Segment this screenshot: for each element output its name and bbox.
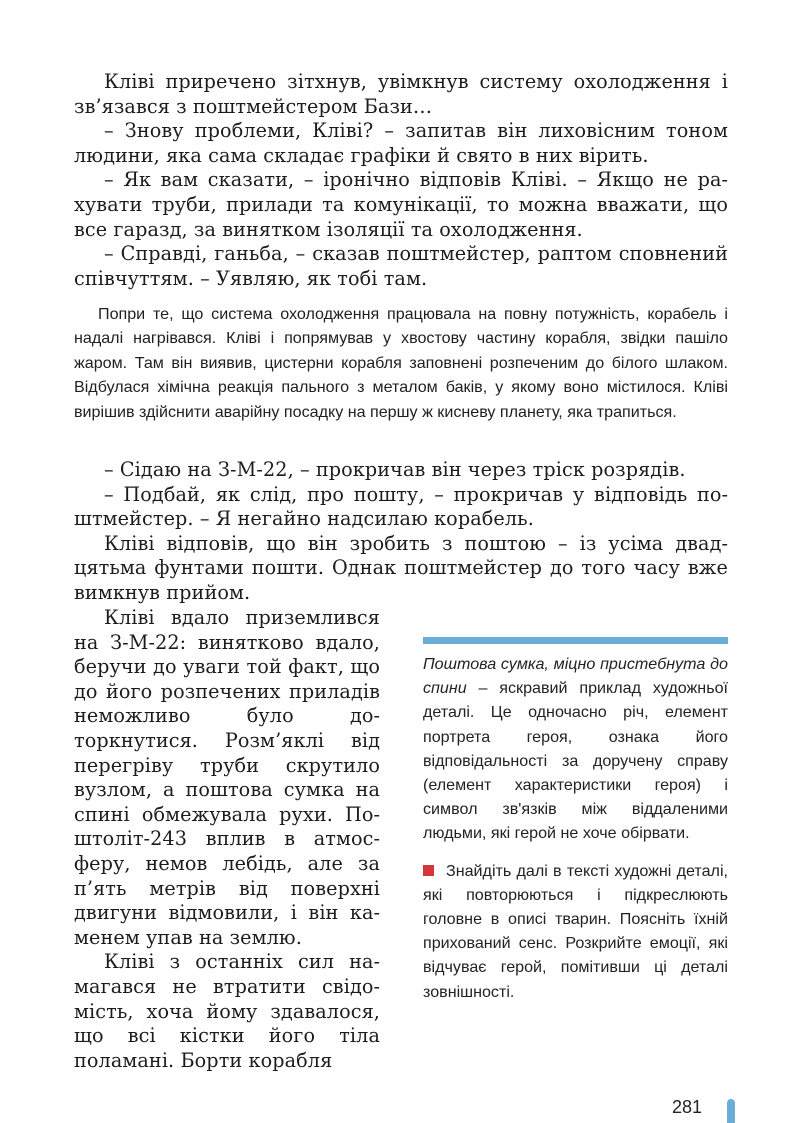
- plot-summary: [74, 302, 728, 424]
- task-marker-icon: [423, 865, 434, 876]
- paragraph: Кліві вдало приземлився на З-М-22: винятково вдало, беручи до уваги той факт, що до його розпечених приладів неможливо було доторкнутися. Розм’яклі від перегріву труби скрутило вузлом, а поштова сумка на спині обмежувала рухи. Поштоліт-243 вплив в атмосферу, немов лебідь, але за п’ять метрів від поверхні двигуни відмовили, і він каменем упав на землю.: [74, 606, 380, 949]
- note-term: Поштова сумка, міцно пристебнута до спини: [423, 655, 728, 698]
- literary-note-sidebar: [423, 652, 728, 1004]
- story-text-middle: [74, 458, 728, 606]
- paragraph: – Сідаю на З-М-22, – прокричав він через тріск розрядів.: [104, 458, 686, 481]
- sidebar-accent-bar: [423, 637, 728, 644]
- page-number: 281: [672, 1097, 703, 1117]
- page-edge-tab: [727, 1099, 735, 1123]
- story-text-column: [74, 606, 380, 1073]
- paragraph: Кліві відповів, що він зробить з поштою – із усіма двадцятьма фунтами пошти. Однак поштмейстер до того часу вже вимкнув прийом.: [74, 531, 728, 604]
- paragraph: Кліві приречено зітхнув, увімкнув систему охолодження і зв’язався з поштмейстером Бази…: [74, 70, 728, 118]
- paragraph: Кліві з останніх сил намагався не втратити свідомість, хоча йому здавалося, що всі кістки його тіла поламані. Борти корабля: [74, 950, 380, 1072]
- task-paragraph: [423, 859, 728, 1004]
- paragraph: – Справді, ганьба, – сказав поштмейстер, раптом сповнений співчуттям. – Уявляю, як тобі там.: [74, 242, 728, 290]
- note-explanation: – яскравий приклад художньої деталі. Це одночасно річ, елемент портрета героя, ознака його відповідальності за доручену справу (елемент характеристики героя) і символ зв'язків між віддаленими людьми, які герой не хоче обірвати.: [423, 679, 728, 843]
- summary-paragraph: Попри те, що система охолодження працювала на повну потужність, корабель і надалі нагрівався. Кліві і попрямував у хвостову частину корабля, звідки пашіло жаром. Там він виявив, цистерни корабля заповнені розпеченим до білого шлаком. Відбулася хімічна реакція пального з металом баків, у якому воно містилося. Кліві вирішив здійснити аварійну посадку на першу ж кисневу планету, яка трапиться.: [74, 305, 728, 421]
- paragraph: – Знову проблеми, Кліві? – запитав він лиховісним тоном людини, яка сама складає графіки й свято в них вірить.: [74, 119, 728, 167]
- task-text: Знайдіть далі в тексті художні деталі, які повторюються і підкреслюють головне в описі тварин. Поясніть їхній прихований сенс. Розкрийте емоції, які відчуває герой, помітивши ці деталі зовнішності.: [423, 861, 728, 1001]
- paragraph: – Подбай, як слід, про пошту, – прокричав у відповідь поштмейстер. – Я негайно надсилаю корабель.: [74, 482, 728, 531]
- story-text-top: [74, 70, 728, 291]
- paragraph: – Як вам сказати, – іронічно відповів Кліві. – Якщо не рахувати труби, прилади та комунікації, то можна вважати, що все гаразд, за винятком ізоляції та охолодження.: [74, 168, 728, 241]
- note-paragraph: [423, 652, 728, 846]
